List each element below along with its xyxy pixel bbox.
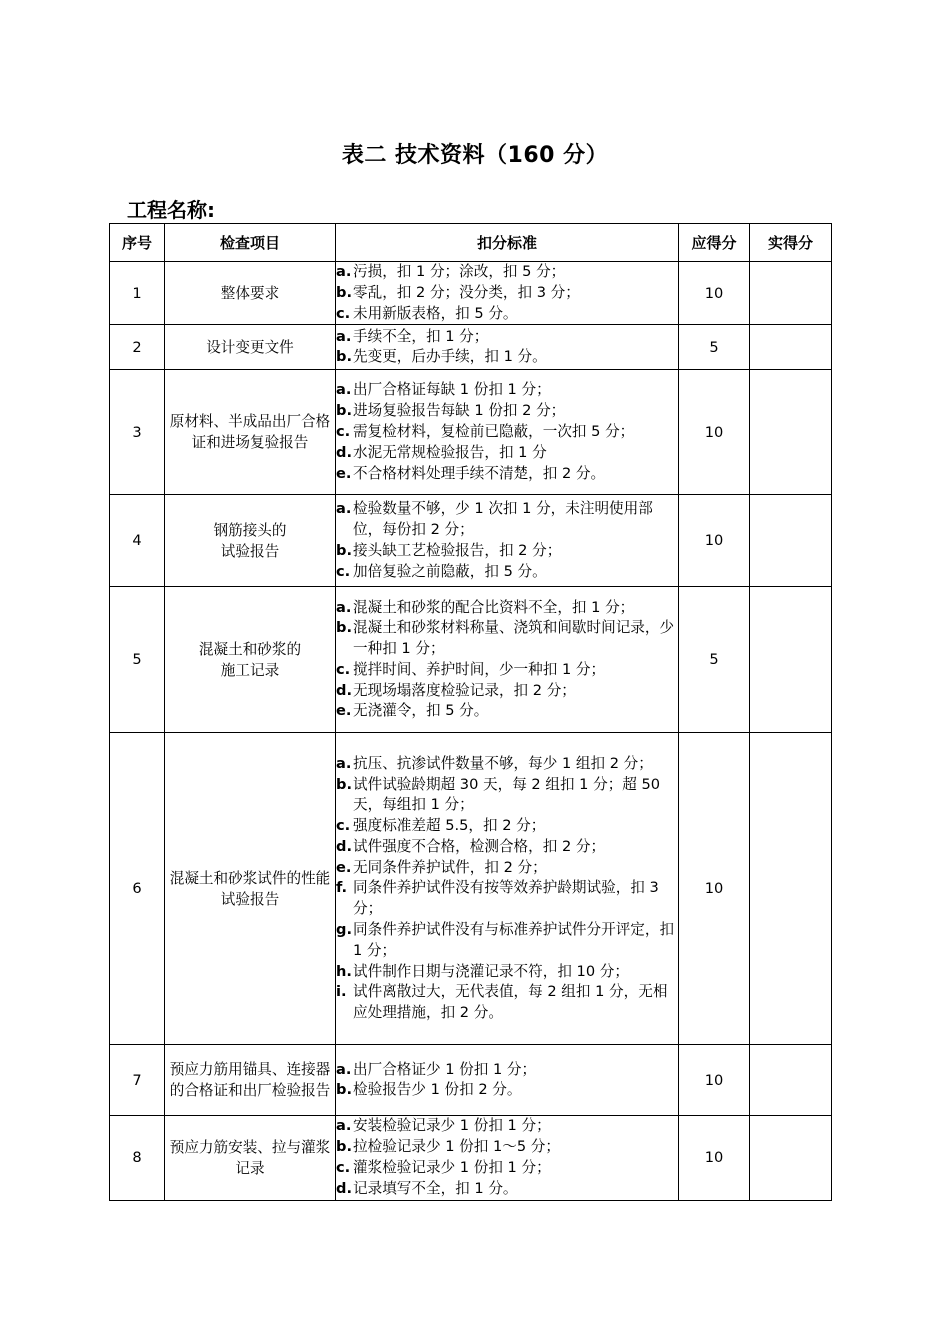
deduction-criteria bbox=[336, 1116, 679, 1200]
criteria-text: 无现场塌落度检验记录，扣 2 分； bbox=[353, 681, 576, 699]
deduction-criteria bbox=[336, 370, 679, 495]
criteria-line bbox=[336, 618, 678, 660]
criteria-text: 抗压、抗渗试件数量不够，每少 1 组扣 2 分； bbox=[353, 754, 653, 772]
criteria-key: f. bbox=[336, 879, 348, 897]
table-row bbox=[110, 262, 832, 325]
expected-score: 10 bbox=[679, 495, 750, 587]
table-row bbox=[110, 1045, 832, 1116]
criteria-key: e. bbox=[336, 858, 352, 876]
criteria-line bbox=[336, 858, 678, 879]
criteria-line bbox=[336, 464, 678, 485]
criteria-line bbox=[336, 422, 678, 443]
expected-score: 10 bbox=[679, 733, 750, 1045]
criteria-key: a. bbox=[336, 381, 352, 399]
check-item: 预应力筋安装、拉与灌浆记录 bbox=[165, 1116, 336, 1200]
criteria-line bbox=[336, 660, 678, 681]
header-no: 序号 bbox=[110, 224, 165, 262]
criteria-key: b. bbox=[336, 1138, 352, 1156]
criteria-line bbox=[336, 401, 678, 422]
criteria-text: 试件制作日期与浇灌记录不符，扣 10 分； bbox=[353, 962, 629, 980]
criteria-line bbox=[336, 347, 678, 368]
row-number: 4 bbox=[110, 495, 165, 587]
deduction-criteria bbox=[336, 495, 679, 587]
criteria-text: 加倍复验之前隐蔽，扣 5 分。 bbox=[353, 562, 547, 580]
criteria-key: e. bbox=[336, 464, 352, 482]
criteria-text: 强度标准差超 5.5，扣 2 分； bbox=[353, 817, 546, 835]
criteria-key: a. bbox=[336, 1117, 352, 1135]
criteria-line bbox=[336, 878, 678, 920]
criteria-key: a. bbox=[336, 754, 352, 772]
criteria-text: 进场复验报告每缺 1 份扣 2 分； bbox=[353, 402, 566, 420]
page-title: 表二 技术资料（160 分） bbox=[341, 143, 609, 168]
criteria-key: d. bbox=[336, 681, 352, 699]
criteria-line bbox=[336, 754, 678, 775]
criteria-key: b. bbox=[336, 619, 352, 637]
criteria-line bbox=[336, 1060, 678, 1081]
criteria-line bbox=[336, 1116, 678, 1137]
check-item: 原材料、半成品出厂合格证和进场复验报告 bbox=[165, 370, 336, 495]
criteria-text: 接头缺工艺检验报告，扣 2 分； bbox=[353, 541, 562, 559]
actual-score-cell[interactable] bbox=[750, 325, 832, 370]
criteria-line bbox=[336, 816, 678, 837]
table-row bbox=[110, 587, 832, 733]
criteria-text: 拉检验记录少 1 份扣 1～5 分； bbox=[353, 1138, 560, 1156]
criteria-key: c. bbox=[336, 422, 351, 440]
criteria-line bbox=[336, 701, 678, 722]
criteria-text: 污损，扣 1 分；涂改，扣 5 分； bbox=[353, 263, 566, 280]
criteria-key: i. bbox=[336, 983, 347, 1001]
actual-score-cell[interactable] bbox=[750, 1045, 832, 1116]
criteria-text: 同条件养护试件没有按等效养护龄期试验，扣 3 分； bbox=[353, 879, 659, 918]
criteria-line bbox=[336, 837, 678, 858]
expected-score: 10 bbox=[679, 1116, 750, 1200]
expected-score: 5 bbox=[679, 587, 750, 733]
criteria-key: b. bbox=[336, 402, 352, 420]
row-number: 8 bbox=[110, 1116, 165, 1200]
criteria-key: c. bbox=[336, 1158, 351, 1176]
header-actual-score: 实得分 bbox=[750, 224, 832, 262]
criteria-key: a. bbox=[336, 1060, 352, 1078]
criteria-key: b. bbox=[336, 775, 352, 793]
criteria-line bbox=[336, 962, 678, 983]
criteria-text: 混凝土和砂浆材料称量、浇筑和间歇时间记录，少一种扣 1 分； bbox=[353, 619, 675, 658]
row-number: 6 bbox=[110, 733, 165, 1045]
criteria-text: 检验数量不够，少 1 次扣 1 分，未注明使用部位，每份扣 2 分； bbox=[353, 500, 653, 539]
criteria-key: b. bbox=[336, 283, 352, 301]
criteria-line bbox=[336, 283, 678, 304]
criteria-line bbox=[336, 380, 678, 401]
criteria-key: a. bbox=[336, 500, 352, 518]
header-item: 检查项目 bbox=[165, 224, 336, 262]
criteria-text: 水泥无常规检验报告，扣 1 分 bbox=[353, 443, 547, 461]
row-number: 3 bbox=[110, 370, 165, 495]
actual-score-cell[interactable] bbox=[750, 1116, 832, 1200]
row-number: 5 bbox=[110, 587, 165, 733]
criteria-line bbox=[336, 562, 678, 583]
criteria-key: b. bbox=[336, 1081, 352, 1099]
criteria-text: 同条件养护试件没有与标准养护试件分开评定，扣 1 分； bbox=[353, 921, 675, 959]
criteria-text: 记录填写不全，扣 1 分。 bbox=[353, 1179, 518, 1197]
technical-data-table bbox=[109, 223, 832, 1201]
table-header-row bbox=[110, 224, 832, 262]
check-item: 设计变更文件 bbox=[165, 325, 336, 370]
criteria-line bbox=[336, 982, 678, 1024]
table-row bbox=[110, 1116, 832, 1200]
check-item: 整体要求 bbox=[165, 262, 336, 325]
criteria-key: h. bbox=[336, 962, 352, 980]
deduction-criteria bbox=[336, 1045, 679, 1116]
criteria-text: 试件强度不合格，检测合格，扣 2 分； bbox=[353, 837, 606, 855]
criteria-key: g. bbox=[336, 921, 352, 939]
criteria-text: 无同条件养护试件，扣 2 分； bbox=[353, 858, 547, 876]
criteria-line bbox=[336, 541, 678, 562]
criteria-line bbox=[336, 304, 678, 325]
deduction-criteria bbox=[336, 262, 679, 325]
actual-score-cell[interactable] bbox=[750, 495, 832, 587]
deduction-criteria bbox=[336, 587, 679, 733]
criteria-key: d. bbox=[336, 443, 352, 461]
criteria-key: c. bbox=[336, 304, 351, 322]
criteria-key: a. bbox=[336, 598, 352, 616]
criteria-line bbox=[336, 920, 678, 962]
criteria-text: 搅拌时间、养护时间，少一种扣 1 分； bbox=[353, 660, 606, 678]
deduction-criteria bbox=[336, 733, 679, 1045]
actual-score-cell[interactable] bbox=[750, 733, 832, 1045]
criteria-key: d. bbox=[336, 837, 352, 855]
criteria-key: b. bbox=[336, 348, 352, 366]
table-row bbox=[110, 733, 832, 1045]
criteria-line bbox=[336, 681, 678, 702]
table-row bbox=[110, 325, 832, 370]
criteria-text: 需复检材料，复检前已隐蔽，一次扣 5 分； bbox=[353, 422, 635, 440]
deduction-criteria bbox=[336, 325, 679, 370]
header-criteria: 扣分标准 bbox=[336, 224, 679, 262]
criteria-text: 无浇灌令，扣 5 分。 bbox=[353, 702, 489, 720]
criteria-key: a. bbox=[336, 263, 352, 280]
criteria-text: 检验报告少 1 份扣 2 分。 bbox=[353, 1081, 522, 1099]
criteria-text: 混凝土和砂浆的配合比资料不全，扣 1 分； bbox=[353, 598, 635, 616]
expected-score: 10 bbox=[679, 1045, 750, 1116]
check-item: 钢筋接头的 试验报告 bbox=[165, 495, 336, 587]
project-name-label: 工程名称: bbox=[127, 198, 215, 222]
criteria-line bbox=[336, 327, 678, 348]
actual-score-cell[interactable] bbox=[750, 262, 832, 325]
header-expected-score: 应得分 bbox=[679, 224, 750, 262]
criteria-line bbox=[336, 262, 678, 283]
row-number: 7 bbox=[110, 1045, 165, 1116]
criteria-key: e. bbox=[336, 702, 352, 720]
criteria-text: 试件离散过大，无代表值，每 2 组扣 1 分，无相应处理措施，扣 2 分。 bbox=[353, 983, 668, 1022]
expected-score: 5 bbox=[679, 325, 750, 370]
criteria-text: 灌浆检验记录少 1 份扣 1 分； bbox=[353, 1158, 551, 1176]
criteria-text: 手续不全，扣 1 分； bbox=[353, 327, 489, 345]
criteria-line bbox=[336, 598, 678, 619]
table-row bbox=[110, 495, 832, 587]
criteria-key: d. bbox=[336, 1179, 352, 1197]
criteria-key: a. bbox=[336, 327, 352, 345]
check-item: 混凝土和砂浆的 施工记录 bbox=[165, 587, 336, 733]
criteria-key: c. bbox=[336, 660, 351, 678]
check-item: 预应力筋用锚具、连接器的合格证和出厂检验报告 bbox=[165, 1045, 336, 1116]
criteria-line bbox=[336, 775, 678, 817]
check-item: 混凝土和砂浆试件的性能试验报告 bbox=[165, 733, 336, 1045]
criteria-line bbox=[336, 499, 678, 541]
criteria-text: 先变更，后办手续，扣 1 分。 bbox=[353, 348, 547, 366]
criteria-line bbox=[336, 1179, 678, 1200]
criteria-line bbox=[336, 1137, 678, 1158]
row-number: 1 bbox=[110, 262, 165, 325]
criteria-text: 不合格材料处理手续不清楚，扣 2 分。 bbox=[353, 464, 606, 482]
criteria-key: b. bbox=[336, 541, 352, 559]
criteria-key: c. bbox=[336, 562, 351, 580]
criteria-text: 试件试验龄期超 30 天，每 2 组扣 1 分；超 50 天，每组扣 1 分； bbox=[353, 775, 661, 814]
criteria-line bbox=[336, 1080, 678, 1101]
criteria-text: 出厂合格证每缺 1 份扣 1 分； bbox=[353, 381, 551, 399]
criteria-line bbox=[336, 443, 678, 464]
expected-score: 10 bbox=[679, 262, 750, 325]
criteria-text: 出厂合格证少 1 份扣 1 分； bbox=[353, 1060, 537, 1078]
criteria-text: 零乱，扣 2 分；没分类，扣 3 分； bbox=[353, 283, 580, 301]
expected-score: 10 bbox=[679, 370, 750, 495]
criteria-key: c. bbox=[336, 817, 351, 835]
actual-score-cell[interactable] bbox=[750, 587, 832, 733]
actual-score-cell[interactable] bbox=[750, 370, 832, 495]
table-row bbox=[110, 370, 832, 495]
criteria-line bbox=[336, 1158, 678, 1179]
criteria-text: 未用新版表格，扣 5 分。 bbox=[353, 304, 518, 322]
row-number: 2 bbox=[110, 325, 165, 370]
criteria-text: 安装检验记录少 1 份扣 1 分； bbox=[353, 1117, 551, 1135]
